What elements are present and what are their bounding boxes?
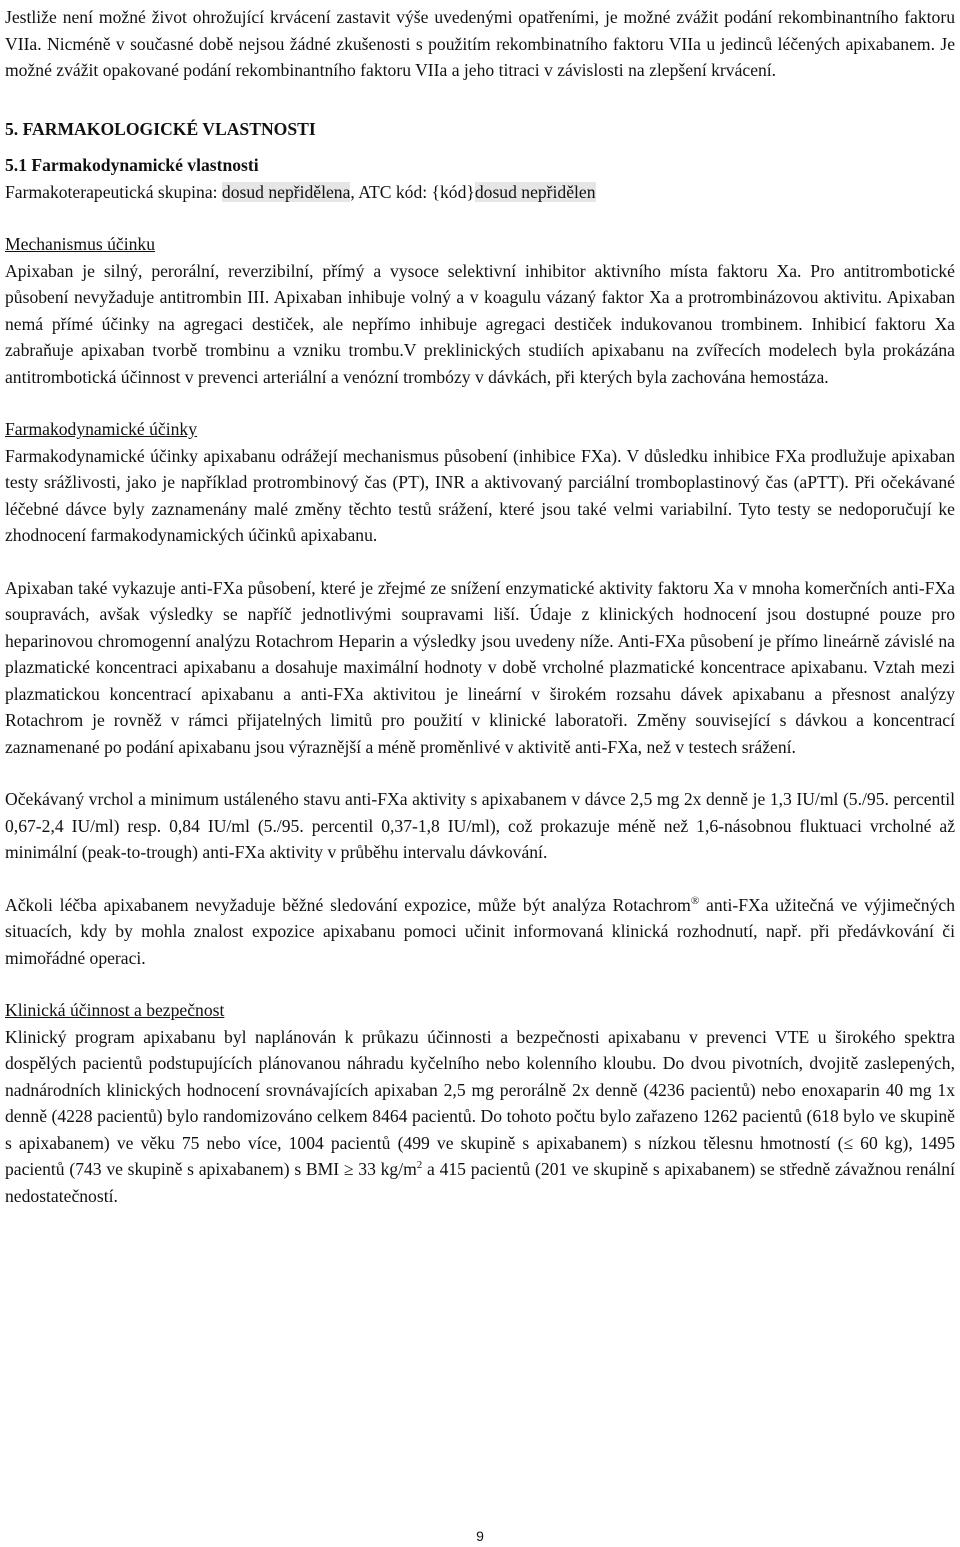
atc-prefix: Farmakoterapeutická skupina: — [5, 181, 222, 202]
mechanism-text: Apixaban je silný, perorální, reverzibilní, přímý a vysoce selektivní inhibitor aktivního místa faktoru Xa. Pro antitrombotické působení nevyžaduje antitrombin III. Apixaban inhibuje volný a v koagulu vázaný faktor Xa a protrombinázovou aktivitu. Apixaban nemá přímé účinky na agregaci destiček, ale nepřímo inhibuje agregaci destiček indukovanou trombinem. Inhibicí faktoru Xa zabraňuje apixaban tvorbě trombinu a vzniku trombu.V preklinických studiích apixabanu na zvířecích modelech byla prokázána antitrombotická účinnost v prevenci arteriální a venózní trombózy v dávkách, při kterých byla zachována hemostáza. — [5, 260, 955, 387]
intro-paragraph: Jestliže není možné život ohrožující krvácení zastavit výše uvedenými opatřeními, je možné zvážit podání rekombinantního faktoru VIIa. Nicméně v současné době nejsou žádné zkušenosti s použitím rekombinatního faktoru VIIa u jedinců léčených apixabanem. Je možné zvážit opakované podání rekombinantního faktoru VIIa a jeho titraci v závislosti na zlepšení krvácení. — [5, 7, 955, 80]
registered-mark: ® — [690, 894, 700, 907]
monitoring-text-after: anti-FXa užitečná ve výjimečných situacích, kdy by mohla znalost expozice apixabanu pomoci učinit informovaná klinická rozhodnutí, např. při předávkování či mimořádné operaci. — [5, 894, 956, 968]
atc-group: dosud nepřidělena — [221, 181, 351, 202]
clinical-title: Klinická účinnost a bezpečnost — [5, 1000, 225, 1020]
pd-title: Farmakodynamické účinky — [5, 419, 198, 439]
subsection-heading: 5.1 Farmakodynamické vlastnosti — [5, 155, 259, 175]
section-heading: 5. FARMAKOLOGICKÉ VLASTNOSTI — [5, 118, 316, 139]
atc-line — [5, 179, 955, 206]
antifxa-paragraph: Apixaban také vykazuje anti-FXa působení, které je zřejmé ze snížení enzymatické aktivity faktoru Xa v mnoha komerčních anti-FXa soupravách, avšak výsledky se napříč jednotlivými soupravami liší. Údaje z klinických hodnocení jsou dostupné pouze pro heparinovou chromogenní analýzu Rotachrom Heparin a výsledky jsou uvedeny níže. Anti-FXa působení je přímo lineárně závislé na plazmatické koncentraci apixabanu a dosahuje maximální hodnoty v době vrcholné plazmatické koncentrace apixabanu. Vztah mezi plazmatickou koncentrací apixabanu a anti-FXa aktivitou je lineární v širokém rozsahu dávek apixabanu a přesnost analýzy Rotachrom je rovněž v rámci přijatelných limitů pro použití v klinické laboratoři. Změny související s dávkou a koncentrací zaznamenané po podání apixabanu jsou výraznější a méně proměnlivé v aktivitě anti-FXa, než v testech srážení. — [5, 577, 955, 757]
document-page — [5, 4, 955, 1209]
atc-code: dosud nepřidělen — [474, 181, 596, 202]
steady-state-paragraph: Očekávaný vrchol a minimum ustáleného stavu anti-FXa aktivity s apixabanem v dávce 2,5 mg 2x denně je 1,3 IU/ml (5./95. percentil 0,67-2,4 IU/ml) resp. 0,84 IU/ml (5./95. percentil 0,37-1,8 IU/ml), což prokazuje méně než 1,6-násobnou fluktuaci vrcholné až minimální (peak-to-trough) anti-FXa aktivity v průběhu intervalu dávkování. — [5, 789, 955, 862]
clinical-text-after: a 415 pacientů (201 ve skupině s apixabanem) se středně závažnou renální nedostatečností. — [5, 1159, 955, 1206]
mechanism-title: Mechanismus účinku — [5, 234, 156, 254]
superscript-2: 2 — [416, 1159, 423, 1172]
pd-text: Farmakodynamické účinky apixabanu odrážejí mechanismus působení (inhibice FXa). V důsledku inhibice FXa prodlužuje apixaban testy srážlivosti, jako je například protrombinový čas (PT), INR a aktivovaný parciální tromboplastinový čas (aPTT). Při očekávané léčebné dávce byly zaznamenány malé změny těchto testů srážení, které jsou také velmi variabilní. Tyto testy se nedoporučují ke zhodnocení farmakodynamických účinků apixabanu. — [5, 445, 955, 545]
page-number: 9 — [476, 1528, 484, 1544]
clinical-text — [5, 1024, 955, 1210]
monitoring-paragraph — [5, 892, 955, 972]
monitoring-text-before: Ačkoli léčba apixabanem nevyžaduje běžné sledování expozice, může být analýza Rotachrom — [5, 894, 691, 915]
atc-middle: , ATC kód: {kód} — [350, 181, 475, 202]
clinical-text-before: Klinický program apixabanu byl naplánován k průkazu účinnosti a bezpečnosti apixabanu v prevenci VTE u širokého spektra dospělých pacientů podstupujících plánovanou náhradu kyčelního nebo kolenního kloubu. Do dvou pivotních, dvojitě zaslepených, nadnárodních klinických hodnocení srovnávajících apixaban 2,5 mg perorálně 2x denně (4236 pacientů) nebo enoxaparin 40 mg 1x denně (4228 pacientů) bylo randomizováno celkem 8464 pacientů. Do tohoto počtu bylo zařazeno 1262 pacientů (618 bylo ve skupině s apixabanem) ve věku 75 nebo více, 1004 pacientů (499 ve skupině s apixabanem) s nízkou tělesnu hmotností (≤ 60 kg), 1495 pacientů (743 ve skupině s apixabanem) s BMI ≥ 33 kg/m — [5, 1026, 955, 1179]
